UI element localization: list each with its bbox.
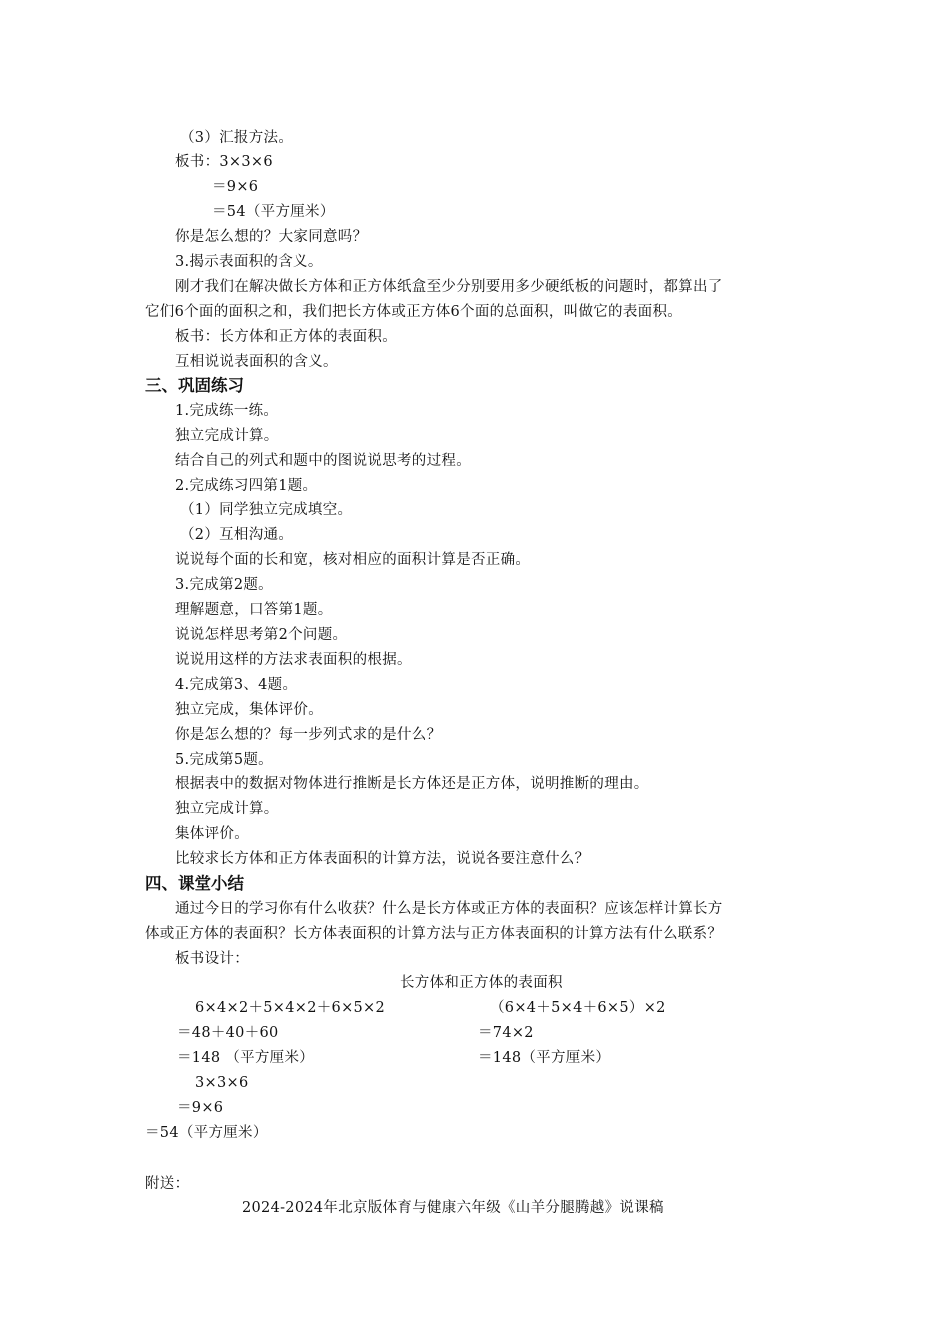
summary-paragraph-line-2: 体或正方体的表面积？长方体表面积的计算方法与正方体表面积的计算方法有什么联系？	[145, 926, 723, 942]
practice-line: （2）互相沟通。	[180, 527, 294, 543]
practice-line: 比较求长方体和正方体表面积的计算方法，说说各要注意什么？	[175, 851, 590, 867]
cube-formula-line-1: 3×3×6	[195, 1075, 249, 1091]
board-formula-line-3: ＝54（平方厘米）	[212, 204, 335, 220]
practice-line: 5.完成第5题。	[175, 752, 273, 768]
board-design-title: 长方体和正方体的表面积	[400, 975, 563, 991]
cuboid-formula-line-3: ＝148 （平方厘米）	[177, 1050, 315, 1066]
definition-paragraph-line-2: 它们6个面的面积之和，我们把长方体或正方体6个面的总面积，叫做它的表面积。	[145, 304, 683, 320]
practice-line: 2.完成练习四第1题。	[175, 478, 318, 494]
cuboid-formula-line-1: 6×4×2＋5×4×2＋6×5×2	[195, 1000, 386, 1016]
practice-line: 3.完成第2题。	[175, 577, 273, 593]
mutual-discussion-line: 互相说说表面积的含义。	[175, 354, 338, 370]
cube-formula-line-2: ＝9×6	[177, 1100, 224, 1116]
practice-line: 集体评价。	[175, 826, 249, 842]
practice-line: 理解题意，口答第1题。	[175, 602, 333, 618]
section-heading-summary: 四、课堂小结	[145, 874, 244, 893]
practice-line: 根据表中的数据对物体进行推断是长方体还是正方体，说明推断的理由。	[175, 776, 649, 792]
practice-line: （1）同学独立完成填空。	[180, 502, 353, 518]
reveal-meaning-line: 3.揭示表面积的含义。	[175, 254, 323, 270]
practice-line: 独立完成计算。	[175, 428, 279, 444]
cuboid-alt-formula-line-3: ＝148（平方厘米）	[478, 1050, 611, 1066]
practice-line: 独立完成计算。	[175, 801, 279, 817]
practice-line: 独立完成，集体评价。	[175, 702, 323, 718]
practice-line: 说说每个面的长和宽，核对相应的面积计算是否正确。	[175, 552, 531, 568]
cube-formula-line-3: ＝54（平方厘米）	[145, 1125, 268, 1141]
cuboid-alt-formula-line-2: ＝74×2	[478, 1025, 534, 1041]
board-design-label: 板书设计：	[175, 951, 249, 967]
board-formula-line-1: 板书：3×3×6	[175, 154, 273, 170]
report-method-line: （3）汇报方法。	[180, 130, 294, 146]
practice-line: 说说怎样思考第2个问题。	[175, 627, 348, 643]
cuboid-alt-formula-line-1: （6×4＋5×4＋6×5）×2	[490, 1000, 666, 1016]
section-heading-practice: 三、巩固练习	[145, 376, 244, 395]
practice-line: 说说用这样的方法求表面积的根据。	[175, 652, 412, 668]
attached-label: 附送：	[145, 1176, 190, 1192]
practice-line: 结合自己的列式和题中的图说说思考的过程。	[175, 453, 471, 469]
question-line: 你是怎么想的？大家同意吗？	[175, 229, 368, 245]
next-document-title: 2024-2024年北京版体育与健康六年级《山羊分腿腾越》说课稿	[242, 1200, 664, 1216]
practice-line: 1.完成练一练。	[175, 403, 279, 419]
practice-line: 你是怎么想的？每一步列式求的是什么？	[175, 727, 442, 743]
board-formula-line-2: ＝9×6	[212, 179, 259, 195]
cuboid-formula-line-2: ＝48＋40＋60	[177, 1025, 279, 1041]
board-title-line: 板书：长方体和正方体的表面积。	[175, 329, 397, 345]
definition-paragraph-line-1: 刚才我们在解决做长方体和正方体纸盒至少分别要用多少硬纸板的问题时，都算出了	[175, 279, 723, 295]
summary-paragraph-line-1: 通过今日的学习你有什么收获？什么是长方体或正方体的表面积？应该怎样计算长方	[175, 901, 723, 917]
practice-line: 4.完成第3、4题。	[175, 677, 298, 693]
